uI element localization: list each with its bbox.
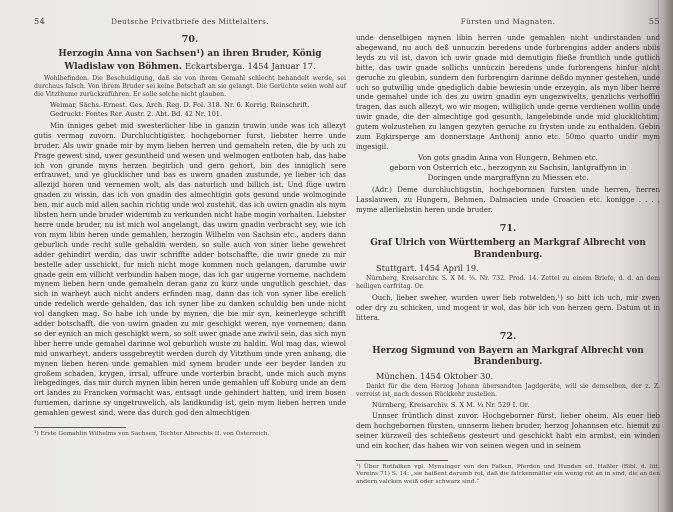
letter-70-heading	[34, 49, 346, 73]
page-number-right: 55	[648, 16, 660, 26]
letter-72-regest: Dankt für die dem Herzog Johann übersandten Jagdgeräte, will sie demselben, der z. Z. verreist ist, nach dessen Rückkehr zustellen.	[356, 382, 660, 398]
letter-72-heading: Herzog Sigmund von Bayern an Markgraf Albrecht von Brandenburg.	[372, 345, 644, 368]
footnote-right: ¹) Über Rotfalken vgl. Mynsinger von den Falken, Pferden und Hunden ed. Haßler (Bibl. d. litt. Vereins 71) S. 14: „sie haißent darumb rot, daß die falckenmäller ein wenig rot an in sind, die an den andern valcken weiß oder schwarz sind.“	[356, 463, 660, 485]
letter-70-signature-line-2: geborn von Osterrich etc., herzogynn zu Sachsin, lantgraffynn in	[389, 163, 627, 173]
letter-70-body-continued: unde denselbigen mynen libin herren unde gemahlen nicht undirstanden und abegewand, nu auch deß unnuczin beredens unde furbrengins adder anders ubils leyds zu vil ist, davon ich uwir gnade mid demutigin fließe fruntlich unde gutlich bitte, das uwir gnade sollichs unnüczin beredens unde furbrengens hinfur nicht geruche zu gleubin, sundern den furbrengirn darinne deßdo mynner gestehen, unde uch so gutwillig unde gnediglich dabie bewiesin unde erzeygin, als myn liber herre unde gemahel unde ich des zu uwirn gnadin eyn ungezwivelts, genzlichs verhoffin tragen, das auch allezyt, wo wir mogen, williglich unde gerne verdienen wollin unde uwir gnade, die der almechtige god gesunth, langelebinde unde mid glucklichtim, gutem wolzustehen zu langen gezyten geruche zu frysten unde zu enthalden. Gebin zum Egkirsperge am donnerstage Anthonij anno etc. 50mo quarto undir mym ingesigil.	[356, 34, 660, 151]
page-number-left: 54	[34, 16, 46, 26]
page-edge-line	[658, 0, 659, 512]
letter-71-number: 71.	[499, 223, 517, 235]
page-54-header	[34, 16, 346, 26]
letter-70-number: 70.	[181, 34, 199, 45]
letter-70-place-date: Eckartsberga. 1454 Januar 17.	[184, 60, 316, 71]
footnote-rule-left	[34, 427, 126, 428]
footnote-rule-right	[356, 460, 448, 461]
page-55-header	[356, 16, 660, 26]
letter-71-heading: Graf Ulrich von Württemberg an Markgraf Albrecht von Brandenburg.	[370, 238, 646, 260]
letter-71-place-date: Stuttgart. 1454 April 19.	[376, 263, 479, 274]
page-54	[34, 0, 346, 512]
running-title-left: Deutsche Privatbriefe des Mittelalters.	[111, 17, 269, 26]
letter-70-body: Min inniges gebet mid swesterlicher libe in ganzin truwin unde was ich allezyt gutis vermag zuvorn. Durchluchtigister, hochgeborner furst, liebster herre unde bruder. Als uwir gnade mir by mym lieben herren und gemaheln reten, die by uch zu Prage gewest sind, uwer gesuntheid und wesen und welmogen entboten hab, das habe ich von grunde myns herzen begirlich und gern gehort, bin des inniglich sere erfrauwet, und ye glucklicher und bas es uwern gnaden zustunde, ye lieber ich das allezijd horen und vernemen wolt, als das naturlich und billich ist. Und füge uwirn gnaden zu wissin, das ich von gnadin des almechtigin gots gesund unde wolmoginde ben, mir auch mid allen sachin richtig unde wol zustehit, das ich uwirn gnadin als mym libsten hern unde bruder widerumb zu verkunden nicht habe mogin vorhalten. Liebster herre unde bruder, nu ist mich wol angelangt, das uwirn gnadin verbracht sey, wie ich von mym libin heren unde gemahlen, herzogin Wilhelm von Sachsin etc., anders dann geburlich unde recht sulle gehaldin werden, so sulle auch von siner liebe gewehret adder gehindirt werdin, das uwir schriffte adder botschaffte, die uwir gnede zu mir bestelle ader usschickt, fur mich nicht moge kommen noch gelangen, darumbe uwir gnade gein em villicht verbundin haben moge, das ich gar ungerne vorneme, nachdem mynem lieben hern unde gemaheln deran ganz zu kurz unde ungutlich geschiet, das sich in warheyt auch nicht anders erfinden mag, dann das ich von syner libe erelich unde redelich werde gehalden, das ich syner libe zu danken schuldig ben unde nicht vol dangken mag. So habe ich unde by mynen, die bie mir syn, keinerleyge schrifft adder botschafft, die von uwirn gnaden zu mir geschigkt weren, nye vornemen; dann so der eynich an mich geschigkt wern, so solt uwer gnade ane zwivil sein, das sich myn liber herre unde gemahel darinne wol geburlich wuste zu haldin. Wol mag das, wiewol mid unwarheyt, anders ussgebreytit werden durch dy Vitzthum unde yren anhang, die mynen lieben heren unde gemahlen mid synem bruder unde eer beyder landen zu großem schaden, krygen, irrsal, uffrure unde vorterbin bracht, unde mich auch myns liebgedinges, das mir durch mynen libin heren unde gemahlen uff Koburg unde an dem ort landes zu Francken vormacht was, entsagt unde gehindert hatten, und irem bosen furnemen, darinne sy ungetruwelich, als landkundig ist, gein mym lieben herren unde gemahlen gewest sind, were das durch god den almechtigen	[34, 121, 346, 418]
letter-70-heading-text: Herzogin Anna von Sachsen¹) an ihren Bruder, König Wladislaw von Böhmen.	[58, 49, 322, 72]
letter-70-signature-line-1: Von gots gnadin Anna von Hungern, Behmen etc.	[418, 152, 598, 162]
scan-edge-shadow	[663, 0, 673, 512]
page-55	[356, 0, 660, 512]
letter-72-number: 72.	[499, 330, 517, 342]
letter-70-source-archive: Weimar, Sächs.-Ernest. Ges. Arch. Reg. D. Fol. 318. Nr. 6. Korrig. Reinschrift.	[50, 100, 310, 109]
letter-70-source-print: Gedruckt: Fontes Rer. Austr. 2. Abt. Bd. 42 Nr. 101.	[50, 110, 223, 119]
letter-71-source: Nürnberg, Kreisarchiv. S. X M. ⅛. Nr. 732. Prod. 14. Zettel zu einem Briefe, d. d. an dem heiligen carfritag. Or.	[356, 275, 660, 291]
letter-72-body: Unnser früntlich dinst zuvor. Hochgeborner fürst, lieber oheim. Als euer lieb dem hochgebornen fürsten, unnserm lieben bruder, herzog Johannsen etc. hiemit zu seiner kürzweil des schießens gesteurt und geschickt habt ein armbst, ein winden und ein kocher, das haben wir von seinen wegen und in seinem	[356, 412, 660, 450]
letter-70-signature-line-3: Doringen unde margraffynn zu Miessen etc.	[427, 173, 589, 183]
footnote-left: ¹) Erste Gemahlin Wilhelms von Sachsen, Tochter Albrechts II. von Österreich.	[34, 431, 270, 438]
letter-70-regest: Wohlbefinden. Die Beschuldigung, daß sie von ihrem Gemahl schlecht behandelt werde, sei durchaus falsch. Von ihrem Bruder sei keine Botschaft an sie gelangt. Die Gerüchte seien wohl auf die Vitzthume zurückzuführen. Er solle solche nicht glauben.	[34, 75, 346, 98]
letter-70-address: (Adr.) Deme durchluchtigstin, hochgebornnen fursten unde herren, herren Lasslauwen, zu Hungern, Behmen, Dalmacien unde Croacien etc. konigge . . . , myme allerliebstin heren unde bruder.	[356, 186, 660, 215]
letter-72-source: Nürnberg, Kreisarchiv. S. X M. ¼ Nr. 529 I. Or.	[372, 400, 530, 409]
running-title-right: Fürsten und Magnaten.	[460, 17, 556, 26]
letter-71-body: Ouch, lieber sweher, wurden uwer lieb rotwelden,¹) so bitt ich uch, mir zwen oder dry zu schicken, und mogent ir wol, das hör ich von herzen gern. Datum ut in littera.	[356, 294, 660, 322]
letter-72-place-date: München. 1454 Oktober 30.	[376, 370, 494, 381]
